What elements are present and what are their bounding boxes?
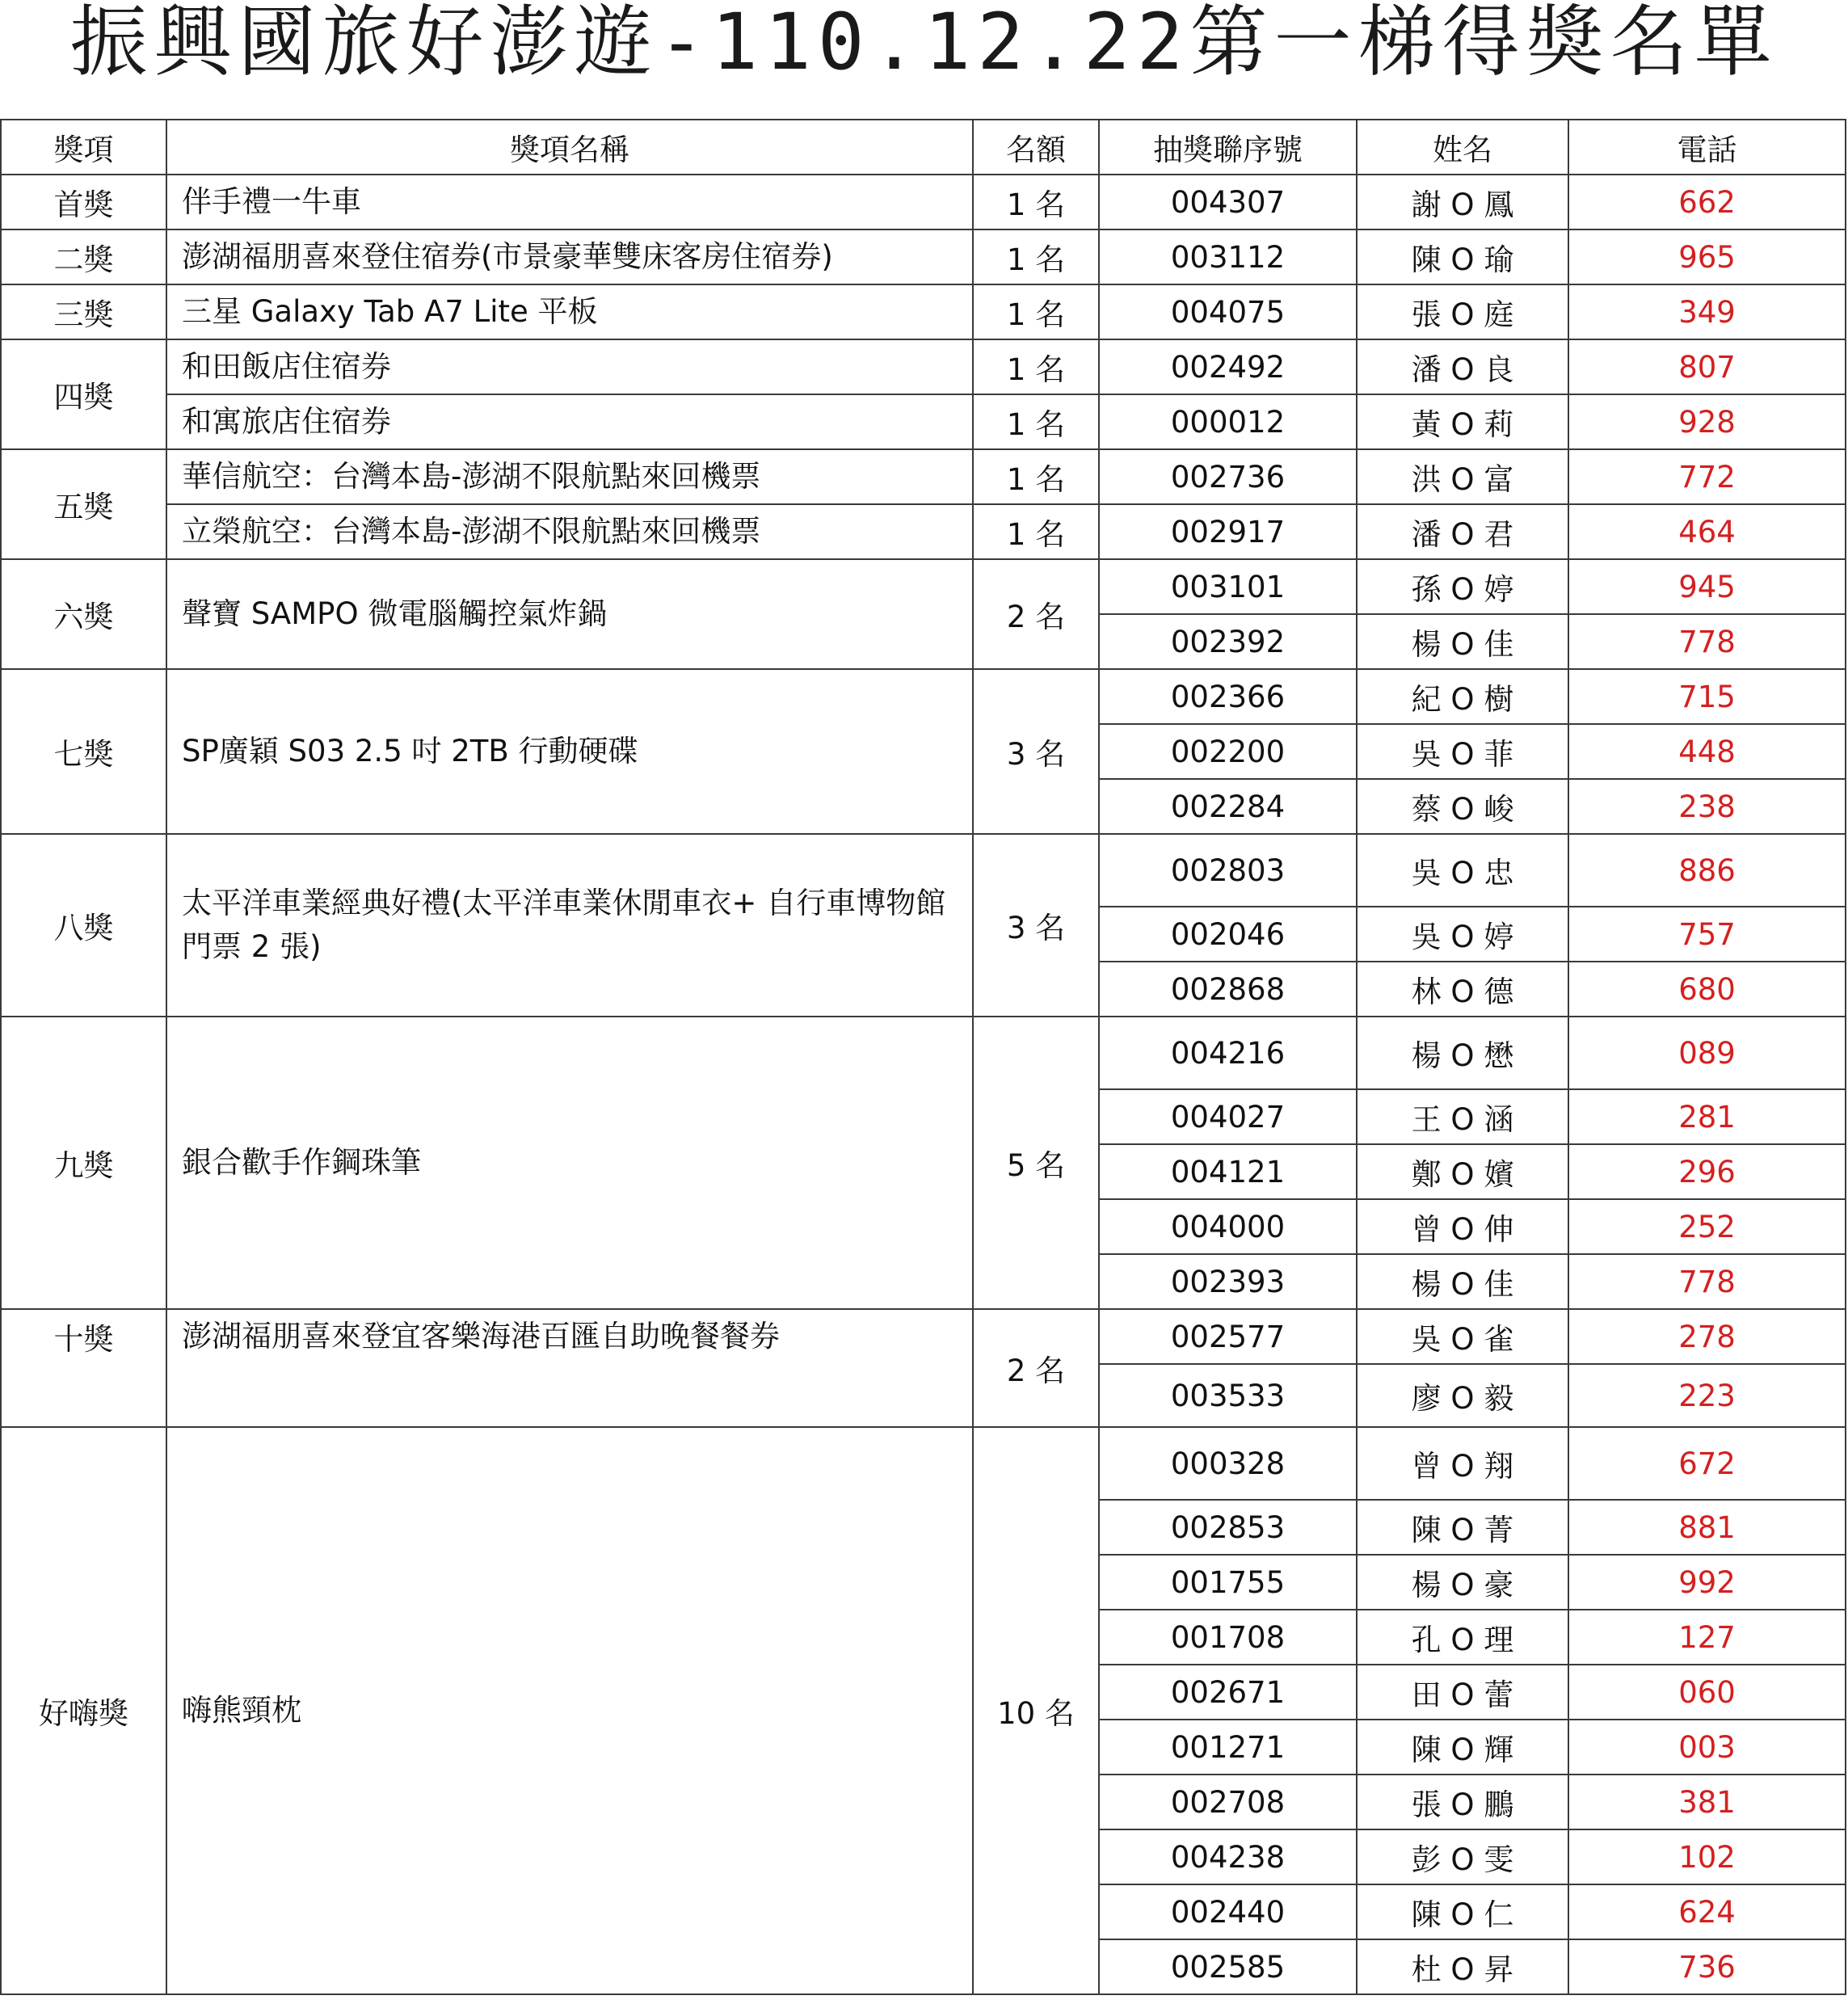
prize-name: 嗨熊頸枕 <box>166 1427 973 1994</box>
table-row <box>1 1017 1846 1089</box>
winner-name: 王 O 涵 <box>1357 1089 1568 1144</box>
prize-name: 澎湖福朋喜來登住宿券(市景豪華雙床客房住宿券) <box>166 229 973 284</box>
lottery-serial: 002736 <box>1099 449 1357 504</box>
winner-name: 蔡 O 峻 <box>1357 779 1568 834</box>
lottery-serial: 002440 <box>1099 1884 1357 1939</box>
winner-name: 吳 O 婷 <box>1357 907 1568 962</box>
winner-phone: 662 <box>1568 175 1846 229</box>
lottery-serial: 002868 <box>1099 962 1357 1017</box>
prize-name: 太平洋車業經典好禮(太平洋車業休閒車衣+ 自行車博物館門票 2 張) <box>166 834 973 1017</box>
winner-phone: 349 <box>1568 284 1846 339</box>
winner-phone: 772 <box>1568 449 1846 504</box>
winner-phone: 928 <box>1568 394 1846 449</box>
winner-name: 潘 O 良 <box>1357 339 1568 394</box>
winner-name: 吳 O 雀 <box>1357 1309 1568 1364</box>
winners-body <box>1 175 1846 1994</box>
winner-phone: 296 <box>1568 1144 1846 1199</box>
table-row <box>1 449 1846 504</box>
winner-name: 楊 O 佳 <box>1357 1254 1568 1309</box>
winner-name: 潘 O 君 <box>1357 504 1568 559</box>
lottery-serial: 002393 <box>1099 1254 1357 1309</box>
lottery-serial: 004027 <box>1099 1089 1357 1144</box>
winner-name: 張 O 鵬 <box>1357 1775 1568 1829</box>
prize-quantity: 3 名 <box>973 669 1099 834</box>
header-phone: 電話 <box>1568 120 1846 175</box>
winner-name: 廖 O 毅 <box>1357 1364 1568 1427</box>
winner-name: 曾 O 翔 <box>1357 1427 1568 1500</box>
winner-phone: 757 <box>1568 907 1846 962</box>
table-row <box>1 504 1846 559</box>
winner-name: 陳 O 仁 <box>1357 1884 1568 1939</box>
page-title: 振興國旅好澎遊-110.12.22第一梯得獎名單 <box>69 0 1779 87</box>
lottery-serial: 001708 <box>1099 1610 1357 1665</box>
lottery-serial: 002803 <box>1099 834 1357 907</box>
winner-phone: 778 <box>1568 1254 1846 1309</box>
prize-quantity: 1 名 <box>973 449 1099 504</box>
winner-phone: 881 <box>1568 1500 1846 1555</box>
winner-name: 洪 O 富 <box>1357 449 1568 504</box>
lottery-serial: 002917 <box>1099 504 1357 559</box>
prize-quantity: 1 名 <box>973 394 1099 449</box>
prize-name: 伴手禮一牛車 <box>166 175 973 229</box>
table-row <box>1 669 1846 724</box>
winner-phone: 992 <box>1568 1555 1846 1610</box>
prize-quantity: 1 名 <box>973 504 1099 559</box>
lottery-serial: 002585 <box>1099 1939 1357 1994</box>
prize-category: 八獎 <box>1 834 166 1017</box>
prize-category: 好嗨獎 <box>1 1427 166 1994</box>
lottery-serial: 003101 <box>1099 559 1357 614</box>
prize-name: 和田飯店住宿券 <box>166 339 973 394</box>
lottery-serial: 002671 <box>1099 1665 1357 1720</box>
winner-phone: 448 <box>1568 724 1846 779</box>
prize-quantity: 1 名 <box>973 229 1099 284</box>
winner-name: 陳 O 菁 <box>1357 1500 1568 1555</box>
header-name: 姓名 <box>1357 120 1568 175</box>
table-row <box>1 284 1846 339</box>
lottery-serial: 002577 <box>1099 1309 1357 1364</box>
winner-phone: 003 <box>1568 1720 1846 1775</box>
prize-name: 立榮航空：台灣本島-澎湖不限航點來回機票 <box>166 504 973 559</box>
winner-phone: 715 <box>1568 669 1846 724</box>
lottery-serial: 004307 <box>1099 175 1357 229</box>
winner-phone: 281 <box>1568 1089 1846 1144</box>
winner-name: 田 O 蕾 <box>1357 1665 1568 1720</box>
prize-name: 聲寶 SAMPO 微電腦觸控氣炸鍋 <box>166 559 973 669</box>
winner-phone: 965 <box>1568 229 1846 284</box>
prize-quantity: 3 名 <box>973 834 1099 1017</box>
lottery-serial: 004238 <box>1099 1829 1357 1884</box>
winner-phone: 778 <box>1568 614 1846 669</box>
table-row <box>1 1309 1846 1364</box>
prize-category: 十獎 <box>1 1309 166 1427</box>
winner-name: 張 O 庭 <box>1357 284 1568 339</box>
table-row <box>1 1427 1846 1500</box>
prize-name: 三星 Galaxy Tab A7 Lite 平板 <box>166 284 973 339</box>
prize-quantity: 1 名 <box>973 175 1099 229</box>
winner-phone: 672 <box>1568 1427 1846 1500</box>
lottery-serial: 001271 <box>1099 1720 1357 1775</box>
winner-phone: 807 <box>1568 339 1846 394</box>
header-category: 獎項 <box>1 120 166 175</box>
prize-quantity: 1 名 <box>973 339 1099 394</box>
winner-phone: 945 <box>1568 559 1846 614</box>
winner-name: 楊 O 豪 <box>1357 1555 1568 1610</box>
table-row <box>1 394 1846 449</box>
winner-phone: 736 <box>1568 1939 1846 1994</box>
prize-quantity: 5 名 <box>973 1017 1099 1309</box>
winner-phone: 127 <box>1568 1610 1846 1665</box>
winner-phone: 089 <box>1568 1017 1846 1089</box>
winner-name: 杜 O 昇 <box>1357 1939 1568 1994</box>
prize-category: 七獎 <box>1 669 166 834</box>
header-prize-name: 獎項名稱 <box>166 120 973 175</box>
prize-category: 五獎 <box>1 449 166 559</box>
lottery-serial: 000328 <box>1099 1427 1357 1500</box>
winner-phone: 060 <box>1568 1665 1846 1720</box>
winner-name: 紀 O 樹 <box>1357 669 1568 724</box>
prize-category: 六獎 <box>1 559 166 669</box>
winner-phone: 102 <box>1568 1829 1846 1884</box>
table-row <box>1 834 1846 907</box>
lottery-serial: 002392 <box>1099 614 1357 669</box>
table-row <box>1 175 1846 229</box>
prize-name: 華信航空：台灣本島-澎湖不限航點來回機票 <box>166 449 973 504</box>
lottery-serial: 002366 <box>1099 669 1357 724</box>
prize-category: 九獎 <box>1 1017 166 1309</box>
prize-name: SP廣穎 S03 2.5 吋 2TB 行動硬碟 <box>166 669 973 834</box>
prize-name: 銀合歡手作鋼珠筆 <box>166 1017 973 1309</box>
lottery-serial: 004000 <box>1099 1199 1357 1254</box>
prize-quantity: 2 名 <box>973 1309 1099 1427</box>
winner-phone: 381 <box>1568 1775 1846 1829</box>
lottery-serial: 002853 <box>1099 1500 1357 1555</box>
winner-phone: 464 <box>1568 504 1846 559</box>
winner-phone: 624 <box>1568 1884 1846 1939</box>
winner-name: 陳 O 瑜 <box>1357 229 1568 284</box>
winners-table <box>0 119 1846 1995</box>
winner-name: 吳 O 忠 <box>1357 834 1568 907</box>
winner-name: 曾 O 伸 <box>1357 1199 1568 1254</box>
winner-phone: 886 <box>1568 834 1846 907</box>
winner-name: 吳 O 菲 <box>1357 724 1568 779</box>
winner-phone: 278 <box>1568 1309 1846 1364</box>
header-serial: 抽獎聯序號 <box>1099 120 1357 175</box>
winner-name: 林 O 德 <box>1357 962 1568 1017</box>
lottery-serial: 002046 <box>1099 907 1357 962</box>
lottery-serial: 002200 <box>1099 724 1357 779</box>
header-row <box>1 120 1846 175</box>
prize-quantity: 1 名 <box>973 284 1099 339</box>
table-row <box>1 339 1846 394</box>
table-row <box>1 559 1846 614</box>
winner-name: 謝 O 鳳 <box>1357 175 1568 229</box>
winner-name: 孫 O 婷 <box>1357 559 1568 614</box>
lottery-serial: 001755 <box>1099 1555 1357 1610</box>
winner-phone: 223 <box>1568 1364 1846 1427</box>
prize-quantity: 2 名 <box>973 559 1099 669</box>
lottery-serial: 000012 <box>1099 394 1357 449</box>
lottery-serial: 004075 <box>1099 284 1357 339</box>
prize-name: 澎湖福朋喜來登宜客樂海港百匯自助晚餐餐券 <box>166 1309 973 1427</box>
prize-category: 三獎 <box>1 284 166 339</box>
prize-category: 首獎 <box>1 175 166 229</box>
winner-name: 陳 O 輝 <box>1357 1720 1568 1775</box>
lottery-serial: 003533 <box>1099 1364 1357 1427</box>
winner-name: 彭 O 雯 <box>1357 1829 1568 1884</box>
winner-name: 楊 O 懋 <box>1357 1017 1568 1089</box>
lottery-serial: 004216 <box>1099 1017 1357 1089</box>
lottery-serial: 004121 <box>1099 1144 1357 1199</box>
winner-phone: 252 <box>1568 1199 1846 1254</box>
lottery-serial: 003112 <box>1099 229 1357 284</box>
prize-category: 四獎 <box>1 339 166 449</box>
table-row <box>1 229 1846 284</box>
winner-name: 黃 O 莉 <box>1357 394 1568 449</box>
winner-phone: 238 <box>1568 779 1846 834</box>
winner-name: 孔 O 理 <box>1357 1610 1568 1665</box>
lottery-serial: 002708 <box>1099 1775 1357 1829</box>
winner-name: 楊 O 佳 <box>1357 614 1568 669</box>
winner-name: 鄭 O 嬪 <box>1357 1144 1568 1199</box>
lottery-serial: 002284 <box>1099 779 1357 834</box>
prize-name: 和寓旅店住宿券 <box>166 394 973 449</box>
prize-quantity: 10 名 <box>973 1427 1099 1994</box>
header-quantity: 名額 <box>973 120 1099 175</box>
prize-category: 二獎 <box>1 229 166 284</box>
winner-phone: 680 <box>1568 962 1846 1017</box>
lottery-serial: 002492 <box>1099 339 1357 394</box>
